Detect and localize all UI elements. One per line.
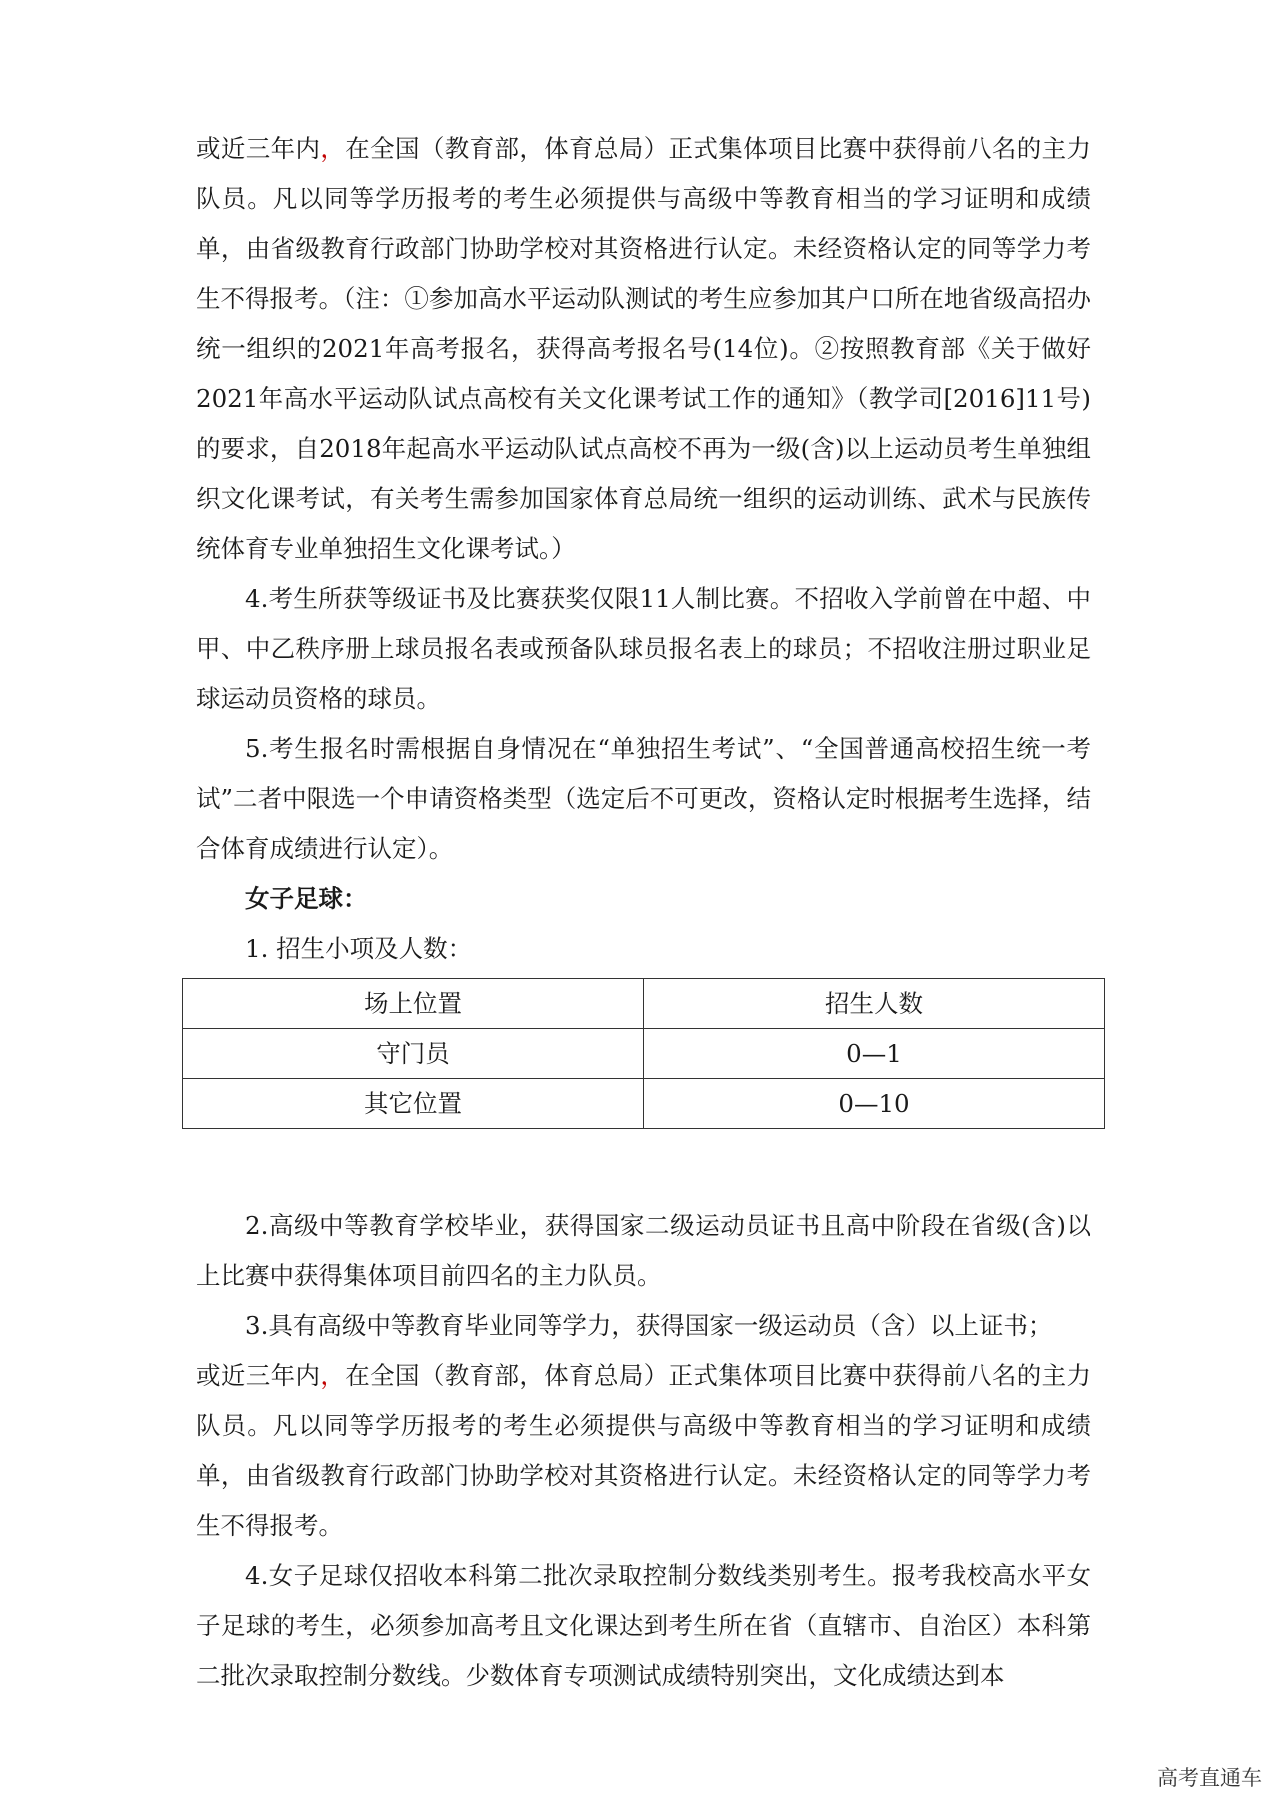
table-cell: 守门员 <box>183 1029 644 1079</box>
recruitment-table <box>182 978 1105 1129</box>
table-header-cell: 场上位置 <box>183 979 644 1029</box>
paragraph-item-3-continued <box>196 1351 1091 1551</box>
red-comma: ， <box>320 1361 346 1390</box>
table-cell: 0—1 <box>644 1029 1105 1079</box>
text-run: 在全国（教育部，体育总局）正式集体项目比赛中获得前八名的主力队员。凡以同等学历报考的考生必须提供与高级中等教育相当的学习证明和成绩单，由省级教育行政部门协助学校对其资格进行认定。未经资格认定的同等学力考生不得报考。 <box>196 1361 1092 1540</box>
table-caption: 1. 招生小项及人数： <box>245 934 473 963</box>
paragraph-item-2: 2.高级中等教育学校毕业，获得国家二级运动员证书且高中阶段在省级(含)以上比赛中获得集体项目前四名的主力队员。 <box>196 1211 1091 1290</box>
paragraph-item-4: 4.考生所获等级证书及比赛获奖仅限11人制比赛。不招收入学前曾在中超、中甲、中乙秩序册上球员报名表或预备队球员报名表上的球员；不招收注册过职业足球运动员资格的球员。 <box>196 584 1091 713</box>
red-comma: ， <box>320 134 346 163</box>
text-run: 或近三年内 <box>196 134 321 163</box>
table-cell: 0—10 <box>644 1079 1105 1129</box>
document-body <box>196 124 1091 1701</box>
paragraph-qualification-continued <box>196 124 1091 574</box>
watermark-text: 高考直通车 <box>1157 1766 1262 1790</box>
text-run: 在全国（教育部，体育总局）正式集体项目比赛中获得前八名的主力队员。凡以同等学历报考的考生必须提供与高级中等教育相当的学习证明和成绩单，由省级教育行政部门协助学校对其资格进行认定。未经资格认定的同等学力考生不得报考。（注：①参加高水平运动队测试的考生应参加其户口所在地省级高招办统一组织的2021年高考报名，获得高考报名号(14位)。②按照教育部《关于做好2021年高水平运动队试点高校有关文化课考试工作的通知》（教学司[2016]11号)的要求，自2018年起高水平运动队试点高校不再为一级(含)以上运动员考生单独组织文化课考试，有关考生需参加国家体育总局统一组织的运动训练、武术与民族传统体育专业单独招生文化课考试。） <box>196 134 1092 563</box>
table-cell: 其它位置 <box>183 1079 644 1129</box>
table-header-cell: 招生人数 <box>644 979 1105 1029</box>
table-row <box>183 1029 1105 1079</box>
table-row <box>183 1079 1105 1129</box>
section-heading-womens-football: 女子足球： <box>245 884 368 913</box>
paragraph-item-5: 5.考生报名时需根据自身情况在“单独招生考试”、“全国普通高校招生统一考试”二者中限选一个申请资格类型（选定后不可更改，资格认定时根据考生选择，结合体育成绩进行认定）。 <box>196 734 1091 863</box>
text-run: 或近三年内 <box>196 1361 321 1390</box>
paragraph-item-4-womens: 4.女子足球仅招收本科第二批次录取控制分数线类别考生。报考我校高水平女子足球的考生，必须参加高考且文化课达到考生所在省（直辖市、自治区）本科第二批次录取控制分数线。少数体育专项测试成绩特别突出，文化成绩达到本 <box>196 1561 1091 1690</box>
table-header-row <box>183 979 1105 1029</box>
paragraph-item-3: 3.具有高级中等教育毕业同等学力，获得国家一级运动员（含）以上证书； <box>245 1311 1053 1340</box>
